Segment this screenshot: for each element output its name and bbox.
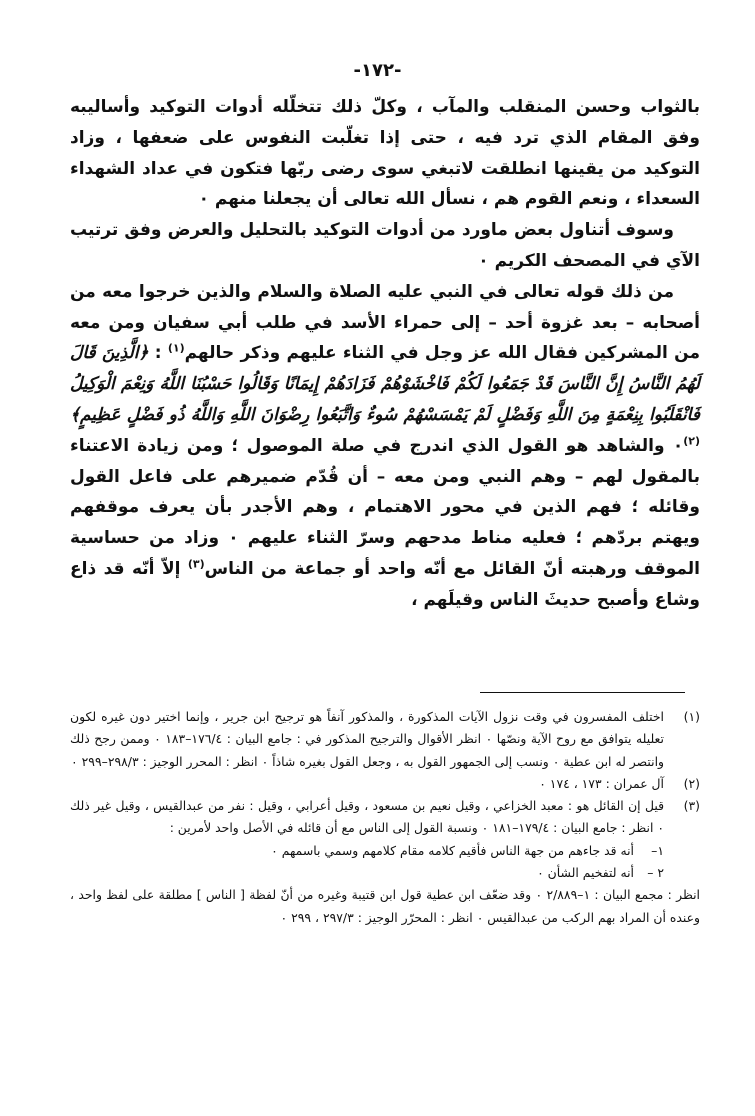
list-item-number: ٢ – [647,865,664,881]
footnote-text: قيل إن القائل هو : معبد الخزاعي ، وقيل نعيم بن مسعود ، وقيل أعرابي ، وقيل : نفر من عبدالقيس ، وقيل غير ذلك ٠ انظر : جامع البيان : ١٧٩/٤–١٨١ ٠ ونسبة القول إلى الناس مع أن قائله في الأصل واحد لأمرين : [70,798,664,836]
list-item-text: أنه قد جاءهم من جهة الناس فأقيم كلامه مقام كلامهم وسمي باسمهم ٠ [271,842,634,858]
footnote-ref-2: (٢) [683,434,700,448]
list-item-text: أنه لتفخيم الشأن ٠ [537,865,634,881]
footnote-ref-3: (٣) [187,557,205,571]
page-number: -١٧٢- [353,60,402,81]
list-item-number: ١– [651,842,664,858]
paragraph-1: بالثواب وحسن المنقلب والمآب ، وكلّ ذلك تتخلّله أدوات التوكيد وأساليبه وفق المقام الذي ترد فيه ، حتى إذا تغلّبت النفوس على ضعفها ، وزاد التوكيد من يقينها انطلقت لاتبغي سوى رضى ربّها فتكون في عداد الشهداء السعداء ، ونعم القوم هم ، نسأل الله تعالى أن يجعلنا منهم ٠ [70,97,700,210]
footnote-text: آل عمران : ١٧٣ ، ١٧٤ ٠ [539,775,664,791]
paragraph-3-intro: من ذلك قوله تعالى في النبي عليه الصلاة والسلام والذين خرجوا معه من أصحابه – بعد غزوة أحد – إلى حمراء الأسد في طلب أبي سفيان ومن معه من المشركين فقال الله عز وجل في الثناء عليهم وذكر حالهم [70,281,700,364]
colon: : [148,343,168,364]
main-text [70,92,700,616]
paragraph-2: وسوف أتناول بعض ماورد من أدوات التوكيد بالتحليل والعرض وفق ترتيب الآي في المصحف الكريم ٠ [70,220,700,271]
footnote-number: (٢) [683,775,700,791]
footnote-1 [70,706,700,773]
paragraph-3-end: إلاّ أنّه قد ذاع وشاع وأصبح حديثَ الناس وقيلَهم ، [70,558,700,610]
footnote-3 [70,795,700,840]
footnote-number: (٣) [683,798,700,814]
footnote-separator [480,692,685,693]
footnotes [70,706,700,929]
paragraph-3-analysis: ٠ والشاهد هو القول الذي اندرج في صلة الموصول ؛ ومن زيادة الاعتناء بالمقول لهم – وهم النبي ومن معه – أن قُدّم ضميرهم على فاعل القول وقائله ؛ فهم الذين في محور الاهتمام ، وهم الأجدر بأن يعرف موقفهم ويهتم بردّهم ؛ فعليه مناط مدحهم وسرّ الثناء عليهم ٠ وزاد من حساسية الموقف ورهبته أنّ القائل مع أنّه واحد أو جماعة من الناس [70,435,701,579]
footnote-3-references: انظر : مجمع البيان : ١–٢/٨٨٩ ٠ وقد ضعّف ابن عطية قول ابن قتيبة وغيره من أنّ لفظة [ الناس ] مطلقة على لفظ واحد ، وعنده أن المراد بهم الركب من عبدالقيس ٠ انظر : المحرّر الوجيز : ٢٩٧/٣ ، ٢٩٩ ٠ [70,887,700,925]
paragraph-3 [70,277,700,616]
footnote-2 [70,773,700,795]
footnote-ref-1: (١) [167,341,185,355]
footnote-text: اختلف المفسرون في وقت نزول الآيات المذكورة ، والمذكور آنفاً هو ترجيح ابن جرير ، وإنما اختير دون غيره لكون تعليله يتوافق مع روح الآية ونصّها ٠ انظر الأقوال والترجيح المذكور في : جامع البيان : ١٧٦/٤–١٨٣ ٠ وممن رجح ذلك وانتصر له ابن عطية ٠ ونسب إلى الجمهور القول به ، وجعل القول بغيره شاذاً ٠ انظر : المحرر الوجيز : ٢٩٨/٣–٢٩٩ ٠ [70,709,664,769]
quran-verse: ﴿الَّذِينَ قَالَ لَهُمُ النَّاسُ إِنَّ النَّاسَ قَدْ جَمَعُوا لَكُمْ فَاخْشَوْهُمْ فَزَادَهُمْ إِيمَانًا وَقَالُوا حَسْبُنَا اللَّهُ وَنِعْمَ الْوَكِيلُ فَانْقَلَبُوا بِنِعْمَةٍ مِنَ اللَّهِ وَفَضْلٍ لَمْ يَمْسَسْهُمْ سُوءٌ وَاتَّبَعُوا رِضْوَانَ اللَّهِ وَاللَّهُ ذُو فَضْلٍ عَظِيمٍ﴾ [70,343,700,425]
footnote-3-item-2 [70,862,664,884]
footnote-number: (١) [683,709,700,724]
footnote-3-item-1 [70,840,664,862]
